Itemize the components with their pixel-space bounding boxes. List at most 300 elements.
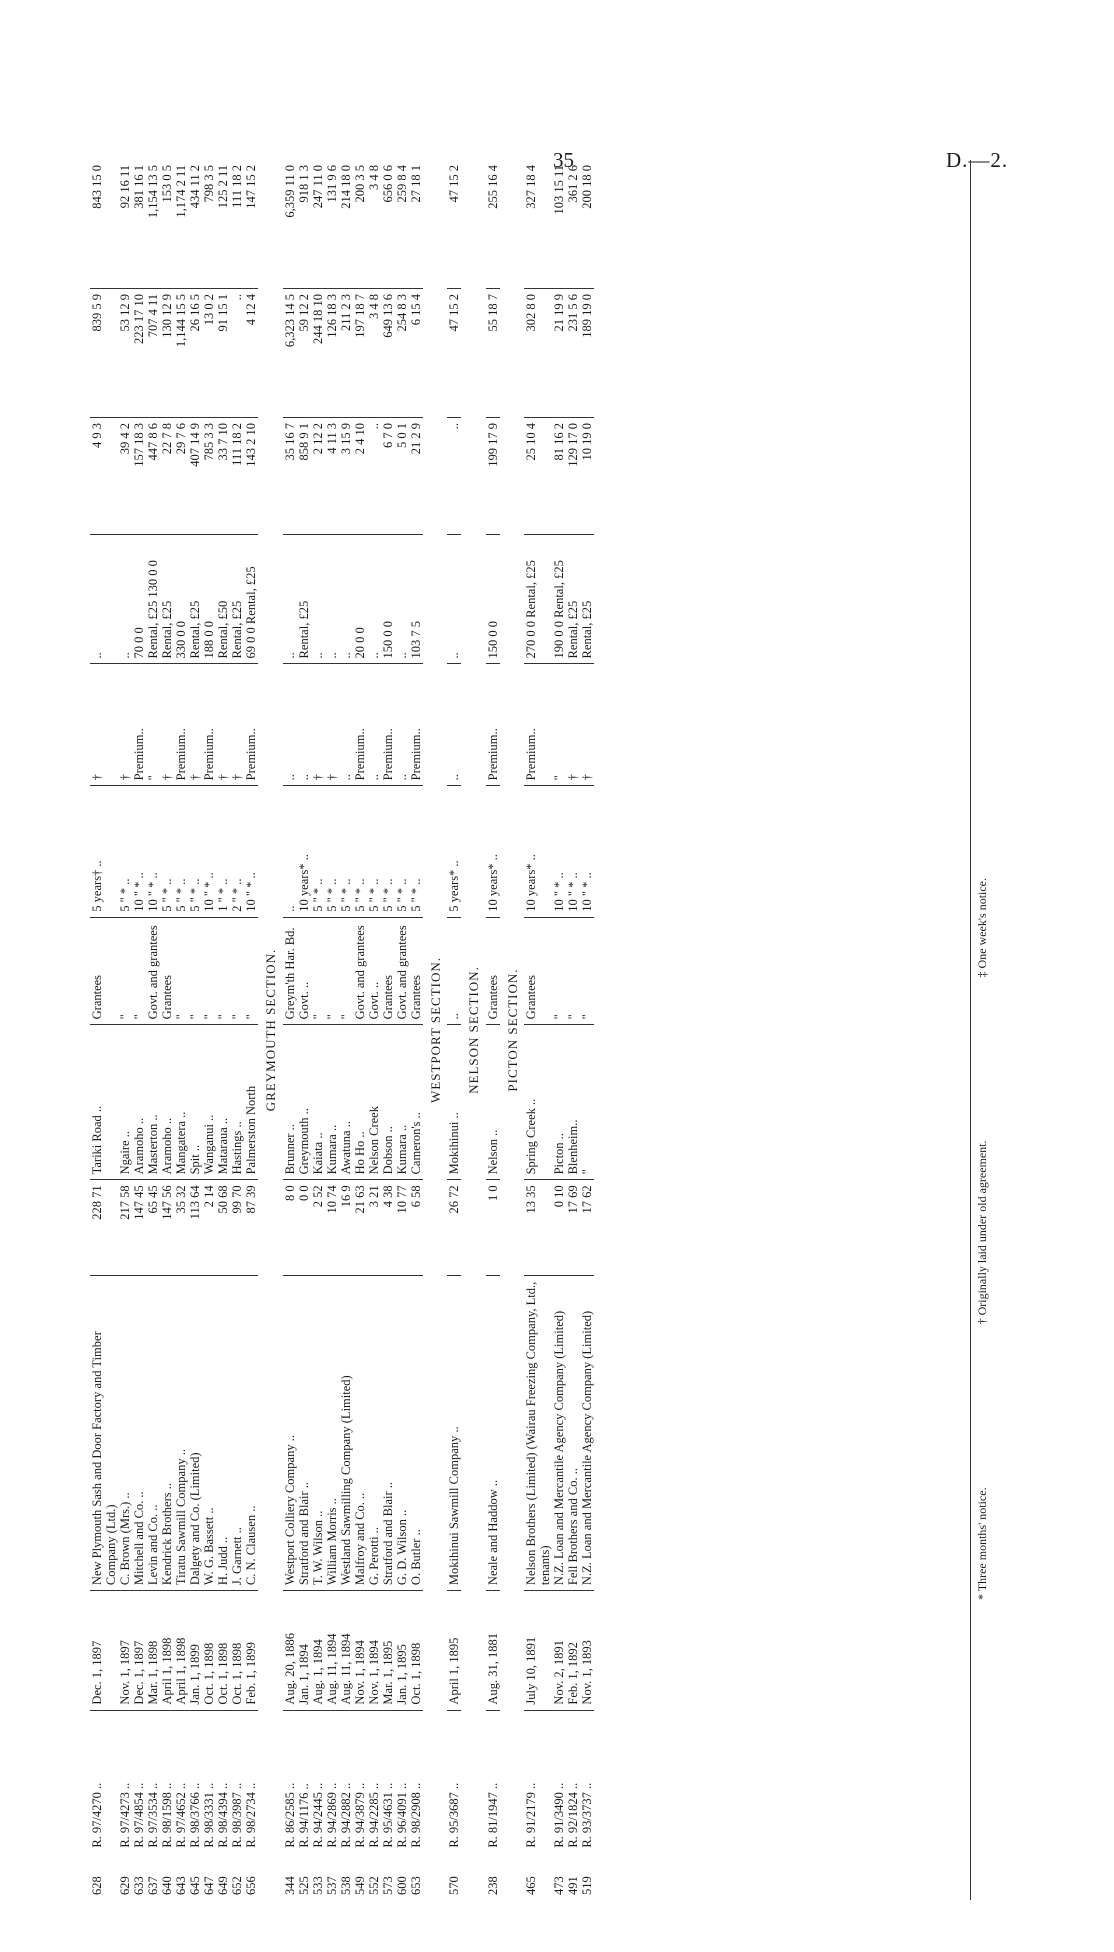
cell-cons: Premium..	[486, 664, 500, 786]
table-row	[409, 160, 423, 1900]
cell-no: 600	[394, 1876, 409, 1895]
cell-total1: 53 12 9	[118, 289, 132, 418]
cell-royalty: 785 3 3	[202, 417, 216, 534]
table-row	[283, 160, 297, 1900]
cell-name: G. D. Wilson ..	[395, 1276, 409, 1591]
cell-total2: 361 2 6	[566, 165, 581, 203]
table-row	[580, 160, 594, 1900]
cell-term: 5 " * ..	[381, 786, 395, 917]
table-row	[447, 160, 461, 1900]
cell-term: 5 years* ..	[447, 786, 461, 917]
cell-no: 552	[366, 1876, 381, 1895]
cell-total2: 125 2 11	[216, 165, 230, 209]
cell-cons: ..	[447, 664, 461, 786]
cell-total2: 111 18 2	[230, 165, 244, 208]
cell-term: 10 " * ..	[132, 786, 146, 917]
cell-held: "	[216, 917, 230, 1025]
cell-district: Awatuna ..	[339, 1025, 353, 1180]
cell-total2: 918 1 3	[296, 165, 311, 203]
cell-term: 10 " * ..	[202, 786, 216, 917]
section-heading: PICTON SECTION.	[504, 968, 520, 1092]
cell-royalty: 6 7 0	[381, 417, 395, 534]
cell-district: Brunner ..	[283, 1025, 297, 1180]
cell-payment: 70 0 0	[132, 535, 146, 664]
cell-date: Oct. 1, 1898	[230, 1591, 244, 1711]
cell-area: 217 58	[118, 1180, 132, 1276]
cell-total2: 147 15 2	[244, 165, 258, 209]
cell-payment: 270 0 0 Rental, £25	[524, 535, 552, 664]
cell-cons: Premium..	[202, 664, 216, 786]
cell-name: N.Z. Loan and Mercantile Agency Company (Limited)	[580, 1276, 594, 1591]
cell-name: Nelson Brothers (Limited) (Wairau Freezing Company, Ltd., tenants)	[524, 1276, 552, 1591]
cell-cons: Premium..	[174, 664, 188, 786]
cell-cons: †	[230, 664, 244, 786]
cell-district: Greymouth ..	[297, 1025, 311, 1180]
cell-term: 5 " * ..	[339, 786, 353, 917]
cell-payment: ..	[283, 535, 297, 664]
cell-date: April 1, 1898	[160, 1591, 174, 1711]
cell-total1: 6,323 14 5	[283, 289, 297, 418]
cell-area: 147 45	[132, 1180, 146, 1276]
cell-no: 629	[118, 1876, 132, 1895]
cell-cons: †	[325, 664, 339, 786]
cell-total1: 244 18 10	[311, 289, 325, 418]
table-row	[381, 160, 395, 1900]
cell-royalty: 111 18 2	[230, 417, 244, 534]
cell-no: 649	[216, 1876, 230, 1895]
cell-total1: 707 4 11	[146, 289, 160, 418]
cell-royalty: 10 19 0	[580, 417, 594, 534]
cell-file: R. 94/2869 ..	[325, 1710, 339, 1853]
cell-total1: 4 12 4	[244, 289, 258, 418]
cell-royalty: 33 7 10	[216, 417, 230, 534]
cell-name: J. Garnett ..	[230, 1276, 244, 1591]
cell-total2: 259 8 4	[394, 165, 409, 203]
cell-file: R. 95/4631 ..	[381, 1710, 395, 1853]
cell-district: Ho Ho ..	[353, 1025, 367, 1180]
cell-date: Jan. 1, 1899	[188, 1591, 202, 1711]
cell-total1: 55 18 7	[486, 289, 500, 418]
cell-district: "	[580, 1025, 594, 1180]
cell-file: R. 98/3331 ..	[202, 1710, 216, 1853]
cell-area: 50 68	[216, 1180, 230, 1276]
cell-payment: 190 0 0 Rental, £25	[552, 535, 566, 664]
cell-no: 537	[324, 1876, 339, 1895]
cell-payment: 330 0 0	[174, 535, 188, 664]
table-row	[174, 160, 188, 1900]
cell-held: Govt. ..	[297, 917, 311, 1025]
cell-date: Nov. 2, 1891	[552, 1591, 566, 1711]
cell-name: Tiratu Sawmill Company ..	[174, 1276, 188, 1591]
cell-held: Grantees	[409, 917, 423, 1025]
cell-payment: Rental, £25	[566, 535, 580, 664]
cell-total2: 103 15 11	[552, 165, 567, 215]
footnote-one-week: ‡ One week's notice.	[975, 877, 989, 978]
cell-cons: ..	[367, 664, 381, 786]
cell-file: R. 98/3766 ..	[188, 1710, 202, 1853]
cell-no: 549	[352, 1876, 367, 1895]
cell-district: Palmerston North	[244, 1025, 258, 1180]
cell-total2: 843 15 0	[90, 165, 104, 209]
cell-no: 653	[408, 1876, 423, 1895]
cell-area: 4 38	[381, 1180, 395, 1276]
footnotes	[970, 160, 990, 1900]
cell-area: 87 39	[244, 1180, 258, 1276]
cell-no: 637	[146, 1876, 160, 1895]
cell-royalty: 858 9 1	[297, 417, 311, 534]
cell-total2: 47 15 2	[447, 165, 462, 203]
cell-cons: Premium..	[244, 664, 258, 786]
cell-date: Oct. 1, 1898	[202, 1591, 216, 1711]
cell-total1: 197 18 7	[353, 289, 367, 418]
cell-royalty: 447 8 6	[146, 417, 160, 534]
cell-district: Mataraua ..	[216, 1025, 230, 1180]
cell-term: 10 years* ..	[486, 786, 500, 917]
cell-cons: Premium..	[409, 664, 423, 786]
cell-royalty: 2 4 10	[353, 417, 367, 534]
cell-district: Kumara ..	[395, 1025, 409, 1180]
table-row	[118, 160, 132, 1900]
cell-payment: 188 0 0	[202, 535, 216, 664]
cell-total1: 47 15 2	[447, 289, 461, 418]
cell-royalty: 22 7 8	[160, 417, 174, 534]
section-heading: NELSON SECTION.	[466, 966, 482, 1094]
cell-area: 3 21	[367, 1180, 381, 1276]
cell-file: R. 91/2179 ..	[524, 1710, 552, 1853]
cell-payment: ..	[447, 535, 461, 664]
cell-district: Cameron's ..	[409, 1025, 423, 1180]
footnote-three-months: * Three months' notice.	[975, 1487, 989, 1600]
cell-file: R. 97/4273 ..	[118, 1710, 132, 1853]
cell-file: R. 94/2285 ..	[367, 1710, 381, 1853]
cell-district: Kumara ..	[325, 1025, 339, 1180]
cell-file: R. 94/3879 ..	[353, 1710, 367, 1853]
cell-payment: ..	[339, 535, 353, 664]
cell-district: Masterton ..	[146, 1025, 160, 1180]
cell-term: 10 " * ..	[566, 786, 580, 917]
cell-file: R. 98/2908 ..	[409, 1710, 423, 1853]
cell-cons: †	[216, 664, 230, 786]
cell-file: R. 91/3490 ..	[552, 1710, 566, 1853]
cell-total1: 649 13 6	[381, 289, 395, 418]
cell-term: 1 " * ..	[216, 786, 230, 917]
cell-name: Stratford and Blair ..	[297, 1276, 311, 1591]
cell-term: 10 years* ..	[524, 786, 552, 917]
table-row	[353, 160, 367, 1900]
cell-date: Dec. 1, 1897	[132, 1591, 146, 1711]
cell-royalty: 143 2 10	[244, 417, 258, 534]
cell-payment: ..	[325, 535, 339, 664]
footnote-old-agreement: † Originally laid under old agreement.	[975, 1140, 989, 1325]
cell-total2: 656 0 6	[380, 165, 395, 203]
cell-payment: ..	[367, 535, 381, 664]
cell-term: ..	[283, 786, 297, 917]
cell-area: 1 0	[486, 1180, 500, 1276]
cell-payment: Rental, £50	[216, 535, 230, 664]
cell-district: Mokihinui ..	[447, 1025, 461, 1180]
cell-term: 5 " * ..	[409, 786, 423, 917]
table-row	[188, 160, 202, 1900]
cell-total2: 27 18 1	[408, 165, 423, 203]
cell-file: R. 94/1176 ..	[297, 1710, 311, 1853]
cell-no: 473	[552, 1876, 567, 1895]
cell-file: R. 97/4854 ..	[132, 1710, 146, 1853]
cell-no: 628	[90, 1876, 104, 1895]
cell-payment: Rental, £25	[160, 535, 174, 664]
cell-file: R. 98/4394 ..	[216, 1710, 230, 1853]
table-row	[486, 160, 500, 1900]
cell-royalty: 4 9 3	[90, 417, 118, 534]
cell-area: 0 10	[552, 1180, 566, 1276]
cell-term: 10 " * ..	[244, 786, 258, 917]
cell-no: 519	[580, 1876, 595, 1895]
cell-file: R. 98/1598 ..	[160, 1710, 174, 1853]
cell-total1: 211 2 3	[339, 289, 353, 418]
cell-held: ..	[447, 917, 461, 1025]
cell-royalty: 25 10 4	[524, 417, 552, 534]
cell-total1: ..	[230, 289, 244, 418]
cell-district: Spring Creek ..	[524, 1025, 552, 1180]
cell-no: 525	[296, 1876, 311, 1895]
cell-no: 533	[310, 1876, 325, 1895]
cell-total1: 839 5 9	[90, 289, 118, 418]
cell-name: Mokihinui Sawmill Company ..	[447, 1276, 461, 1591]
cell-held: "	[202, 917, 216, 1025]
cell-file: R. 94/2882 ..	[339, 1710, 353, 1853]
page-number: 35	[553, 148, 574, 172]
cell-total1: 302 8 0	[524, 289, 552, 418]
cell-area: 10 74	[325, 1180, 339, 1276]
cell-name: Levin and Co. ..	[146, 1276, 160, 1591]
cell-no: 645	[188, 1876, 202, 1895]
table-row	[524, 160, 552, 1900]
cell-cons: ..	[297, 664, 311, 786]
cell-name: G. Perotti ..	[367, 1276, 381, 1591]
cell-date: Feb. 1, 1892	[566, 1591, 580, 1711]
cell-name: Neale and Haddow ..	[486, 1276, 500, 1591]
cell-term: 5 " * ..	[174, 786, 188, 917]
cell-payment: ..	[395, 535, 409, 664]
cell-date: Mar. 1, 1895	[381, 1591, 395, 1711]
cell-total1: 26 16 5	[188, 289, 202, 418]
cell-cons: †	[580, 664, 594, 786]
cell-date: Feb. 1, 1899	[244, 1591, 258, 1711]
cell-area: 6 58	[409, 1180, 423, 1276]
cell-area: 10 77	[395, 1180, 409, 1276]
cell-name: Malfroy and Co. ..	[353, 1276, 367, 1591]
cell-district: Blenheim..	[566, 1025, 580, 1180]
cell-date: Oct. 1, 1898	[409, 1591, 423, 1711]
cell-total1: 21 19 9	[552, 289, 566, 418]
cell-date: Aug. 20, 1886	[283, 1591, 297, 1711]
cell-payment: 150 0 0	[486, 535, 500, 664]
cell-name: O. Butler ..	[409, 1276, 423, 1591]
cell-cons: "	[552, 664, 566, 786]
picton-section-heading	[500, 160, 525, 1900]
cell-held: Greym'th Har. Bd.	[283, 917, 297, 1025]
cell-total1: 189 19 0	[580, 289, 594, 418]
table-row	[297, 160, 311, 1900]
cell-cons: Premium..	[524, 664, 552, 786]
cell-held: "	[244, 917, 258, 1025]
cell-area: 21 63	[353, 1180, 367, 1276]
cell-held: Govt. and grantees	[146, 917, 160, 1025]
cell-term: 5 " * ..	[367, 786, 381, 917]
cell-cons: ..	[283, 664, 297, 786]
cell-total2: 1,154 13 5	[146, 165, 160, 219]
cell-date: Nov. 1, 1897	[118, 1591, 132, 1711]
cell-total1: 13 0 2	[202, 289, 216, 418]
cell-cons: Premium..	[353, 664, 367, 786]
table-row	[160, 160, 174, 1900]
cell-royalty: 5 0 1	[395, 417, 409, 534]
cell-district: Aramoho ..	[160, 1025, 174, 1180]
cell-term: 10 " * ..	[146, 786, 160, 917]
cell-area: 13 35	[524, 1180, 552, 1276]
cell-file: R. 95/3687 ..	[447, 1710, 461, 1853]
cell-district: Ngaire ..	[118, 1025, 132, 1180]
cell-total1: 126 18 3	[325, 289, 339, 418]
cell-held: Grantees	[524, 917, 552, 1025]
table-row	[244, 160, 258, 1900]
cell-no: 640	[160, 1876, 174, 1895]
cell-royalty: 4 11 3	[325, 417, 339, 534]
cell-held: Govt. and grantees	[353, 917, 367, 1025]
cell-file: R. 98/2734 ..	[244, 1710, 258, 1853]
cell-cons: †	[311, 664, 325, 786]
row-spacer	[594, 160, 608, 1900]
cell-area: 65 45	[146, 1180, 160, 1276]
cell-district: Nelson Creek	[367, 1025, 381, 1180]
cell-area: 228 71	[90, 1180, 118, 1276]
table-row	[230, 160, 244, 1900]
cell-name: William Morris ..	[325, 1276, 339, 1591]
cell-held: "	[566, 917, 580, 1025]
cell-total2: 92 16 11	[118, 165, 132, 209]
cell-term: 5 " * ..	[118, 786, 132, 917]
cell-held: "	[132, 917, 146, 1025]
cell-area: 2 52	[311, 1180, 325, 1276]
cell-term: 10 " * ..	[580, 786, 594, 917]
cell-held: Grantees	[90, 917, 118, 1025]
cell-date: Aug. 11, 1894	[325, 1591, 339, 1711]
cell-royalty: 157 18 3	[132, 417, 146, 534]
cell-total2: 381 16 1	[132, 165, 146, 209]
cell-total2: 255 16 4	[485, 165, 500, 209]
cell-name: Mitchell and Co. ..	[132, 1276, 146, 1591]
document-reference: D.—2.	[946, 148, 1009, 172]
cell-royalty: 21 2 9	[409, 417, 423, 534]
cell-file: R. 94/2445 ..	[311, 1710, 325, 1853]
cell-no: 570	[447, 1876, 462, 1895]
cell-held: Grantees	[381, 917, 395, 1025]
cell-file: R. 93/3737 ..	[580, 1710, 594, 1853]
cell-term: 10 " * ..	[552, 786, 566, 917]
cell-file: R. 92/1824 ..	[566, 1710, 580, 1853]
cell-date: July 10, 1891	[524, 1591, 552, 1711]
table-row	[202, 160, 216, 1900]
table-row	[395, 160, 409, 1900]
cell-held: "	[230, 917, 244, 1025]
cell-term: 10 years* ..	[297, 786, 311, 917]
cell-cons: †	[160, 664, 174, 786]
cell-royalty: 3 15 9	[339, 417, 353, 534]
cell-term: 5 " * ..	[160, 786, 174, 917]
cell-name: N.Z. Loan and Mercantile Agency Company (Limited)	[552, 1276, 566, 1591]
cell-total2: 131 9 6	[324, 165, 339, 203]
cell-name: T. W. Wilson ..	[311, 1276, 325, 1591]
cell-no: 643	[174, 1876, 188, 1895]
table-row	[311, 160, 325, 1900]
cell-cons: Premium..	[132, 664, 146, 786]
cell-date: April 1, 1895	[447, 1591, 461, 1711]
cell-file: R. 81/1947 ..	[486, 1710, 500, 1853]
cell-payment: ..	[90, 535, 118, 664]
cell-royalty: 199 17 9	[486, 417, 500, 534]
cell-payment: Rental, £25 130 0 0	[146, 535, 160, 664]
cell-date: Dec. 1, 1897	[90, 1591, 118, 1711]
cell-area: 8 0	[283, 1180, 297, 1276]
westport-section-heading	[423, 160, 448, 1900]
cell-name: W. G. Bassett ..	[202, 1276, 216, 1591]
cell-royalty: 2 12 2	[311, 417, 325, 534]
cell-total2: 434 11 2	[188, 165, 202, 209]
cell-payment: 150 0 0	[381, 535, 395, 664]
cell-file: R. 97/4652 ..	[174, 1710, 188, 1853]
table-row	[339, 160, 353, 1900]
cell-royalty: 29 7 6	[174, 417, 188, 534]
cell-no: 491	[566, 1876, 581, 1895]
cell-term: 5 " * ..	[311, 786, 325, 917]
table-row	[216, 160, 230, 1900]
cell-date: Nov. 1, 1894	[367, 1591, 381, 1711]
cell-total1: 254 8 3	[395, 289, 409, 418]
cell-date: Jan. 1, 1895	[395, 1591, 409, 1711]
section-heading: WESTPORT SECTION.	[427, 957, 443, 1103]
cell-held: Govt. ..	[367, 917, 381, 1025]
section-heading: GREYMOUTH SECTION.	[263, 948, 278, 1112]
cell-name: Westland Sawmilling Company (Limited)	[339, 1276, 353, 1591]
cell-file: R. 96/4091 ..	[395, 1710, 409, 1853]
cell-royalty: 39 4 2	[118, 417, 132, 534]
cell-no: 647	[202, 1876, 216, 1895]
cell-district: Hastings ..	[230, 1025, 244, 1180]
cell-cons: ..	[395, 664, 409, 786]
cell-area: 0 0	[297, 1180, 311, 1276]
cell-date: Oct. 1, 1898	[216, 1591, 230, 1711]
cell-file: R. 86/2585 ..	[283, 1710, 297, 1853]
table-row	[367, 160, 381, 1900]
cell-total1: 231 5 6	[566, 289, 580, 418]
cell-cons: †	[118, 664, 132, 786]
cell-total2: 153 0 5	[160, 165, 174, 203]
cell-total2: 200 18 0	[580, 165, 595, 209]
cell-date: Nov. 1, 1894	[353, 1591, 367, 1711]
cell-district: Mangatera ..	[174, 1025, 188, 1180]
cell-area: 35 32	[174, 1180, 188, 1276]
cell-total2: 200 3 5	[352, 165, 367, 203]
cell-term: 5 " * ..	[395, 786, 409, 917]
cell-name: C. Brown (Mrs.) ..	[118, 1276, 132, 1591]
cell-payment: Rental, £25	[188, 535, 202, 664]
cell-royalty: 129 17 0	[566, 417, 580, 534]
cell-area: 113 64	[188, 1180, 202, 1276]
cell-total2: 327 18 4	[524, 165, 539, 209]
cell-total1: 223 17 10	[132, 289, 146, 418]
cell-date: Mar. 1, 1898	[146, 1591, 160, 1711]
cell-name: Stratford and Blair ..	[381, 1276, 395, 1591]
cell-total2: 1,174 2 11	[174, 165, 188, 218]
